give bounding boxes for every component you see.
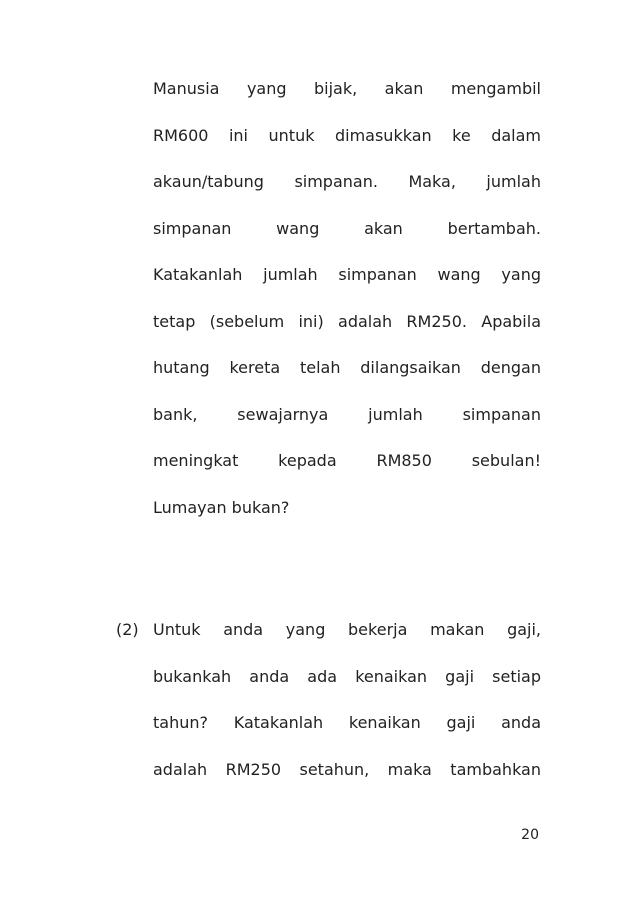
text-line: akaun/tabung simpanan. Maka, jumlah — [153, 172, 541, 191]
text-line-last: Lumayan bukan? — [153, 497, 290, 517]
text-line: hutang kereta telah dilangsaikan dengan — [153, 358, 541, 377]
text-line: tetap (sebelum ini) adalah RM250. Apabila — [153, 311, 541, 331]
text-line: bukankah anda ada kenaikan gaji setiap — [153, 666, 541, 686]
text-line: meningkat kepada RM850 sebulan! — [153, 451, 541, 470]
text-line: adalah RM250 setahun, maka tambahkan — [153, 759, 541, 779]
text-line: Katakanlah jumlah simpanan wang yang — [153, 265, 541, 284]
text-line: Untuk anda yang bekerja makan gaji, — [153, 620, 541, 639]
page-number: 20 — [521, 827, 539, 843]
paragraph-savings — [153, 66, 541, 531]
list-item-number: (2) — [116, 620, 139, 639]
text-line: bank, sewajarnya jumlah simpanan — [153, 404, 541, 424]
text-line: tahun? Katakanlah kenaikan gaji anda — [153, 713, 541, 732]
text-line: simpanan wang akan bertambah. — [153, 218, 541, 238]
text-line: Manusia yang bijak, akan mengambil — [153, 79, 541, 98]
paragraph-salary-increase — [153, 607, 541, 793]
text-line: RM600 ini untuk dimasukkan ke dalam — [153, 125, 541, 145]
